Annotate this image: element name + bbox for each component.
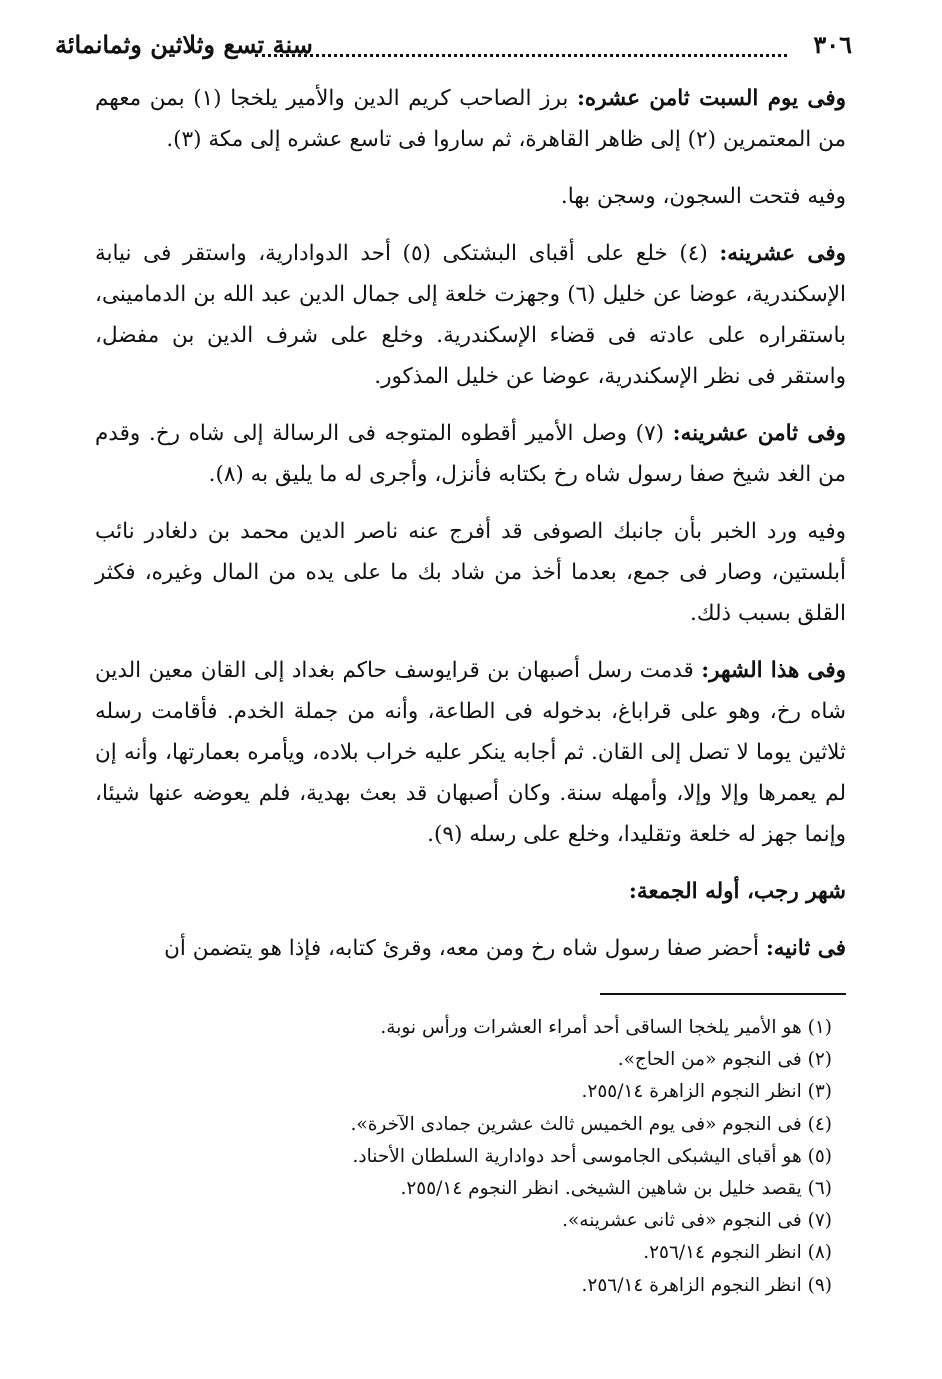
footnote: (٦) يقصد خليل بن شاهين الشيخى. انظر النجوم ٢٥٥/١٤. [400,1178,832,1200]
paragraph [95,511,846,634]
paragraph-text: أحضر صفا رسول شاه رخ ومن معه، وقرئ كتابه، فإذا هو يتضمن أن [164,936,766,961]
footnote: (٧) فى النجوم «فى ثانى عشرينه». [562,1210,832,1232]
footnote: (٤) فى النجوم «فى يوم الخميس ثالث عشرين جمادى الآخرة». [350,1113,832,1135]
paragraph-text: وفيه ورد الخبر بأن جانبك الصوفى قد أفرج عنه ناصر الدين محمد بن دلغادر نائب أبلستين، وصار فى جمع، بعدما أخذ من شاد بك ما على يده من المال وغيره، فكثر القلق بسبب ذلك. [95,519,846,626]
page-number: ٣٠٦ [813,30,852,59]
footnote: (٣) انظر النجوم الزاهرة ٢٥٥/١٤. [581,1081,832,1103]
paragraph-lead: وفى هذا الشهر: [701,658,846,683]
paragraph [95,413,846,495]
paragraph [95,650,846,855]
running-title: سنة تسع وثلاثين وثمانمائة [55,30,313,59]
paragraph [95,176,846,217]
page-header [55,30,852,70]
paragraph-lead: وفى ثامن عشرينه: [672,421,846,446]
paragraph-lead: وفى يوم السبت ثامن عشره: [576,86,847,111]
footnote: (٢) فى النجوم «من الحاج». [617,1049,832,1071]
paragraph [95,233,846,397]
main-text [95,78,846,985]
paragraph-text: (٤) خلع على أقباى البشتكى (٥) أحد الدوادارية، واستقر فى نيابة الإسكندرية، عوضا عن خليل (٦) وجهزت خلعة إلى جمال الدين عبد الله بن الدمامينى، باستقراره على عادته فى قضاء الإسكندرية. وخلع على شرف الدين بن مفضل، واستقر فى نظر الإسكندرية، عوضا عن خليل المذكور. [95,241,846,389]
paragraph-text: (٧) وصل الأمير أقطوه المتوجه فى الرسالة إلى شاه رخ. وقدم من الغد شيخ صفا رسول شاه رخ بكتابه فأنزل، وأجرى له ما يليق به (٨). [95,421,846,487]
month-heading [95,871,846,912]
paragraph [95,928,846,969]
footnote-separator [600,993,846,995]
footnote: (٨) انظر النجوم ٢٥٦/١٤. [643,1242,832,1264]
leader-dots [255,36,787,57]
paragraph-lead: شهر رجب، أوله الجمعة: [628,879,846,904]
footnotes [250,1012,832,1302]
footnote: (٩) انظر النجوم الزاهرة ٢٥٦/١٤. [581,1274,832,1296]
paragraph-text: برز الصاحب كريم الدين والأمير يلخجا (١) بمن معهم من المعتمرين (٢) إلى ظاهر القاهرة، ثم ساروا فى تاسع عشره إلى مكة (٣). [95,86,846,152]
paragraph-text: وفيه فتحت السجون، وسجن بها. [560,184,846,209]
paragraph [95,78,846,160]
paragraph-text: قدمت رسل أصبهان بن قرايوسف حاكم بغداد إلى القان معين الدين شاه رخ، وهو على قراباغ، بدخوله فى الطاعة، وأنه من جملة الخدم. فأقامت رسله ثلاثين يوما لا تصل إلى القان. ثم أجابه ينكر عليه خراب بلاده، ويأمره بعمارتها، وأنه إن لم يعمرها وإلا وإلا، وأمهله سنة. وكان أصبهان قد بعث بهدية، فلم يعوضه عنها شيئا، وإنما جهز له خلعة وتقليدا، وخلع على رسله (٩). [95,658,846,847]
paragraph-lead: فى ثانيه: [765,936,846,961]
footnote: (١) هو الأمير يلخجا الساقى أحد أمراء العشرات ورأس نوبة. [380,1017,832,1038]
paragraph-lead: وفى عشرينه: [719,241,846,266]
footnote: (٥) هو أقباى اليشبكى الجاموسى أحد دوادارية السلطان الأحناد. [352,1145,832,1167]
